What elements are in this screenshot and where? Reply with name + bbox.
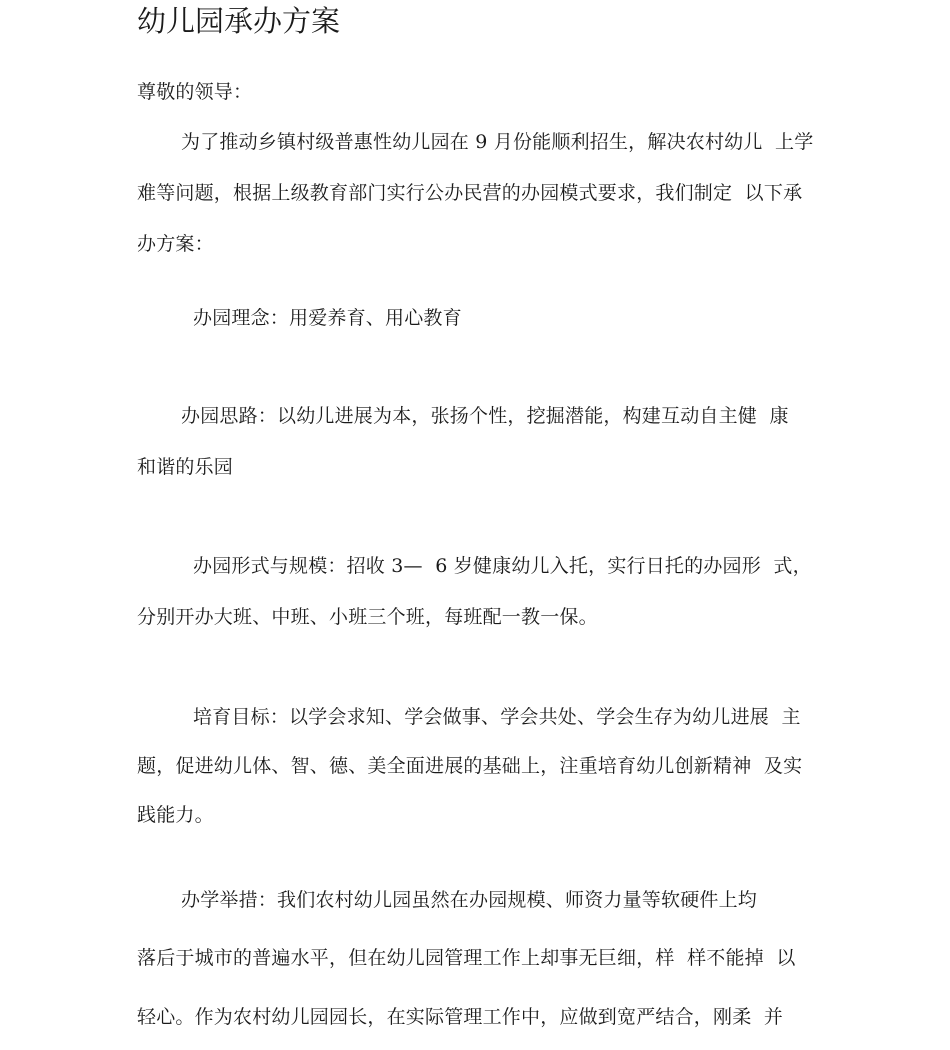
approach-line-1: 办园思路：以幼儿进展为本，张扬个性，挖掘潜能，构建互动自主健 康 <box>181 405 789 427</box>
intro-line-3: 办方案： <box>137 233 214 255</box>
salutation: 尊敬的领导： <box>137 81 253 103</box>
form-scale-line-2: 分别开办大班、中班、小班三个班，每班配一教一保。 <box>137 606 598 628</box>
measures-line-1: 办学举措：我们农村幼儿园虽然在办园规模、师资力量等软硬件上均 <box>181 889 758 911</box>
measures-line-3: 轻心。作为农村幼儿园园长，在实际管理工作中，应做到宽严结合，刚柔 并 <box>137 1006 784 1028</box>
document-title: 幼儿园承办方案 <box>137 4 341 38</box>
goals-line-2: 题，促进幼儿体、智、德、美全面进展的基础上，注重培育幼儿创新精神 及实 <box>137 755 803 777</box>
intro-line-1: 为了推动乡镇村级普惠性幼儿园在 9 月份能顺利招生，解决农村幼儿 上学 <box>181 131 814 153</box>
goals-line-3: 践能力。 <box>137 804 214 826</box>
measures-line-2: 落后于城市的普遍水平，但在幼儿园管理工作上却事无巨细，样 样不能掉 以 <box>137 947 796 969</box>
philosophy-line-1: 办园理念：用爱养育、用心教育 <box>193 307 462 329</box>
intro-line-2: 难等问题，根据上级教育部门实行公办民营的办园模式要求，我们制定 以下承 <box>137 182 803 204</box>
approach-line-2: 和谐的乐园 <box>137 456 234 478</box>
form-scale-line-1: 办园形式与规模：招收 3— 6 岁健康幼儿入托，实行日托的办园形 式， <box>193 555 812 577</box>
goals-line-1: 培育目标：以学会求知、学会做事、学会共处、学会生存为幼儿进展 主 <box>193 706 801 728</box>
